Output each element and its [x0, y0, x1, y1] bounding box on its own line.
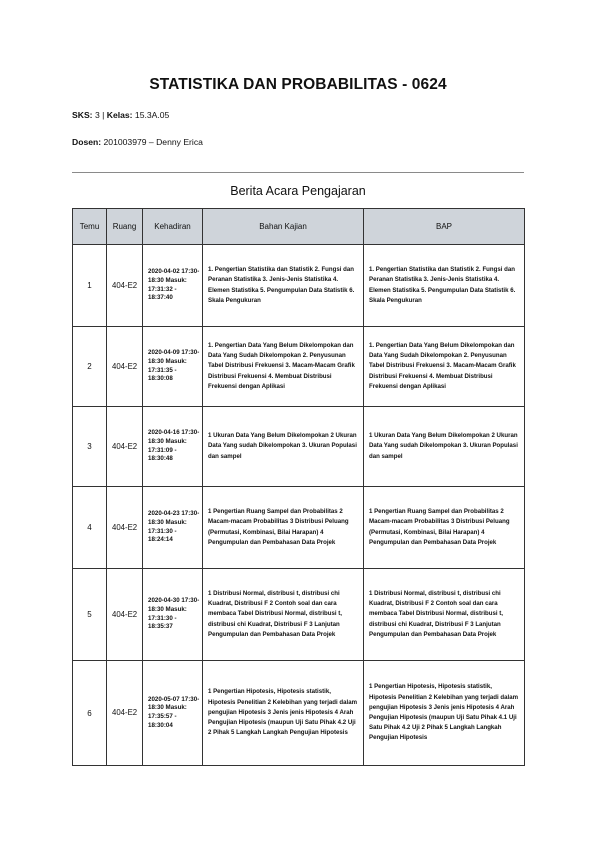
table-row: [73, 661, 525, 766]
course-meta-line: [72, 110, 169, 120]
cell-ruang: 404-E2: [107, 569, 143, 661]
cell-bap: 1 Pengertian Hipotesis, Hipotesis statistik, Hipotesis Penelitian 2 Kelebihan yang terjadi dalam pengujian Hipotesis 3 Jenis jenis Hipotesis 4 Arah Pengujian Hipotesis (maupun Uji Satu Pihak 4.1 Uji Satu Pihak 4.2 Uji 2 Pihak 5 Langkah Langkah Pengujian Hipotesis: [364, 661, 525, 766]
dosen-label: Dosen:: [72, 137, 102, 147]
cell-bahan-kajian: 1. Pengertian Statistika dan Statistik 2. Fungsi dan Peranan Statistika 3. Jenis-Jenis Statistika 4. Elemen Statistika 5. Pengumpulan Data Statistik 6. Skala Pengukuran: [203, 245, 364, 327]
cell-bahan-kajian: 1. Pengertian Data Yang Belum Dikelompokan dan Data Yang Sudah Dikelompokan 2. Penyusunan Tabel Distribusi Frekuensi 3. Macam-Macam Grafik Distribusi Frekuensi 4. Membuat Distribusi Frekuensi dengan Aplikasi: [203, 327, 364, 407]
cell-temu: 1: [73, 245, 107, 327]
cell-bahan-kajian: 1 Pengertian Ruang Sampel dan Probabilitas 2 Macam-macam Probabilitas 3 Distribusi Peluang (Permutasi, Kombinasi, Bilai Harapan) 4 Pengumpulan dan Pembahasan Data Projek: [203, 487, 364, 569]
cell-kehadiran: 2020-04-02 17:30-18:30 Masuk: 17:31:32 - 18:37:40: [143, 245, 203, 327]
cell-ruang: 404-E2: [107, 407, 143, 487]
cell-ruang: 404-E2: [107, 245, 143, 327]
table-header-row: [73, 209, 525, 245]
header-bahan-kajian: Bahan Kajian: [203, 209, 364, 245]
cell-bap: 1. Pengertian Data Yang Belum Dikelompokan dan Data Yang Sudah Dikelompokan 2. Penyusunan Tabel Distribusi Frekuensi 3. Macam-Macam Grafik Distribusi Frekuensi 4. Membuat Distribusi Frekuensi dengan Aplikasi: [364, 327, 525, 407]
cell-bap: 1 Distribusi Normal, distribusi t, distribusi chi Kuadrat, Distribusi F 2 Contoh soal dan cara membaca Tabel Distribusi Normal, distribusi t, distribusi chi Kuadrat, Distribusi F 3 Lanjutan Pengumpulan dan Pembahasan Data Projek: [364, 569, 525, 661]
header-temu: Temu: [73, 209, 107, 245]
table-row: [73, 569, 525, 661]
cell-kehadiran: 2020-04-30 17:30-18:30 Masuk: 17:31:30 - 18:35:37: [143, 569, 203, 661]
cell-temu: 5: [73, 569, 107, 661]
cell-bahan-kajian: 1 Pengertian Hipotesis, Hipotesis statistik, Hipotesis Penelitian 2 Kelebihan yang terjadi dalam pengujian Hipotesis 3 Jenis jenis Hipotesis 4 Arah Pengujian Hipotesis (maupun Uji Satu Pihak 4.2 Uji 2 Pihak 5 Langkah Langkah Pengujian Hipotesis: [203, 661, 364, 766]
sks-label: SKS:: [72, 110, 93, 120]
cell-kehadiran: 2020-05-07 17:30-18:30 Masuk: 17:35:57 - 18:30:04: [143, 661, 203, 766]
cell-kehadiran: 2020-04-23 17:30-18:30 Masuk: 17:31:30 - 18:24:14: [143, 487, 203, 569]
bap-table: [72, 208, 525, 766]
header-kehadiran: Kehadiran: [143, 209, 203, 245]
kelas-value: 15.3A.05: [134, 110, 170, 120]
document-title: STATISTIKA DAN PROBABILITAS - 0624: [149, 76, 447, 93]
cell-bap: 1 Ukuran Data Yang Belum Dikelompokan 2 Ukuran Data Yang sudah Dikelompokan 3. Ukuran Populasi dan sampel: [364, 407, 525, 487]
cell-ruang: 404-E2: [107, 487, 143, 569]
cell-temu: 2: [73, 327, 107, 407]
section-title: Berita Acara Pengajaran: [230, 184, 366, 198]
cell-ruang: 404-E2: [107, 661, 143, 766]
header-bap: BAP: [364, 209, 525, 245]
cell-temu: 4: [73, 487, 107, 569]
cell-bahan-kajian: 1 Ukuran Data Yang Belum Dikelompokan 2 Ukuran Data Yang sudah Dikelompokan 3. Ukuran Populasi dan sampel: [203, 407, 364, 487]
section-divider: [72, 172, 524, 173]
cell-ruang: 404-E2: [107, 327, 143, 407]
meta-separator: |: [102, 110, 105, 120]
dosen-value: 201003979 – Denny Erica: [103, 137, 203, 147]
sks-value: 3: [94, 110, 100, 120]
table-row: [73, 407, 525, 487]
header-ruang: Ruang: [107, 209, 143, 245]
cell-kehadiran: 2020-04-16 17:30-18:30 Masuk: 17:31:09 - 18:30:48: [143, 407, 203, 487]
cell-temu: 6: [73, 661, 107, 766]
cell-temu: 3: [73, 407, 107, 487]
table-row: [73, 245, 525, 327]
cell-bahan-kajian: 1 Distribusi Normal, distribusi t, distribusi chi Kuadrat, Distribusi F 2 Contoh soal dan cara membaca Tabel Distribusi Normal, distribusi t, distribusi chi Kuadrat, Distribusi F 3 Lanjutan Pengumpulan dan Pembahasan Data Projek: [203, 569, 364, 661]
cell-kehadiran: 2020-04-09 17:30-18:30 Masuk: 17:31:35 - 18:30:08: [143, 327, 203, 407]
cell-bap: 1 Pengertian Ruang Sampel dan Probabilitas 2 Macam-macam Probabilitas 3 Distribusi Peluang (Permutasi, Kombinasi, Bilai Harapan) 4 Pengumpulan dan Pembahasan Data Projek: [364, 487, 525, 569]
cell-bap: 1. Pengertian Statistika dan Statistik 2. Fungsi dan Peranan Statistika 3. Jenis-Jenis Statistika 4. Elemen Statistika 5. Pengumpulan Data Statistik 6. Skala Pengukuran: [364, 245, 525, 327]
table-row: [73, 327, 525, 407]
kelas-label: Kelas:: [106, 110, 133, 120]
table-row: [73, 487, 525, 569]
lecturer-meta-line: [72, 137, 203, 147]
